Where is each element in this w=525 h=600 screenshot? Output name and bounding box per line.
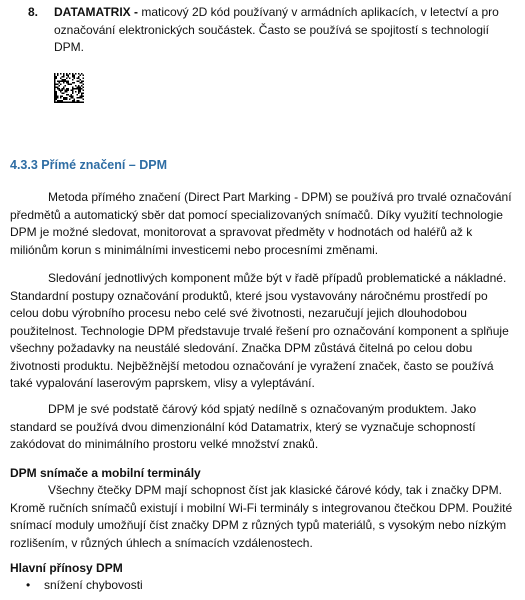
benefits-list [10, 577, 515, 595]
paragraph-component-tracking: Sledování jednotlivých komponent může být v řadě případů problematické a nákladné. Standardní postupy označování produktů, které jsou vystavovány náročnému prostředí po celou dobu výrobního procesu nebo celé své životnosti, nezaručují jejich dlouhodobou použitelnost. Technologie DPM představuje trvalé řešení pro označování komponent a splňuje všechny požadavky na neustálé sledování. Značka DPM zůstává čitelná po celou dobu životnosti produktu. Nejběžnější metodou označování je vyražení značek, často se používá také vypalování laserovým paprskem, vlisy a vyleptávání. [10, 271, 509, 390]
bullet-glyph: • [26, 578, 31, 592]
list-number: 8. [28, 5, 39, 19]
paragraph-dpm-code: DPM je své podstatě čárový kód spjatý nedílně s označovaným produktem. Jako standard se používá dvou dimenzionální kód Datamatrix, který se vyznačuje schopností zakódovat do minimálního prostoru velké množství znaků. [10, 402, 477, 451]
benefit-text: snížení chybovosti [44, 578, 143, 592]
benefits-heading: Hlavní přínosy DPM [10, 561, 123, 575]
subsection-heading: DPM snímače a mobilní terminály [10, 466, 201, 480]
list-item-datamatrix [10, 4, 515, 57]
list-item-term: DATAMATRIX - [54, 5, 138, 19]
benefit-item [10, 577, 515, 595]
paragraph-readers: Všechny čtečky DPM mají schopnost číst jak klasické čárové kódy, tak i značky DPM. Kromě ručních snímačů existují i mobilní Wi-Fi terminály s integrovanou čtečkou DPM. Použité snímací moduly umožňují číst značky DPM z různých typů materiálů, s vysokým nebo nízkým rozlišením, v různých úhlech a snímacích vzdálenostech. [10, 483, 513, 550]
section-heading: 4.3.3 Přímé značení – DPM [10, 158, 168, 172]
paragraph-direct-marking: Metoda přímého značení (Direct Part Marking - DPM) se používá pro trvalé označování předmětů a automatický sběr dat pomocí specializovaných snímačů. Díky využití technologie DPM je možné sledovat, monitorovat a spravovat předměty v hodnotách od haléřů až k miliónům korun s minimálními investicemi nebo procesními změnami. [10, 190, 512, 257]
list-item-body [54, 4, 515, 57]
datamatrix-code-image [54, 73, 84, 103]
list-item-text: maticový 2D kód používaný v armádních aplikacích, v letectví a pro označování elektronických součástek. Často se používá se spojitostí s technologií DPM. [54, 5, 499, 54]
